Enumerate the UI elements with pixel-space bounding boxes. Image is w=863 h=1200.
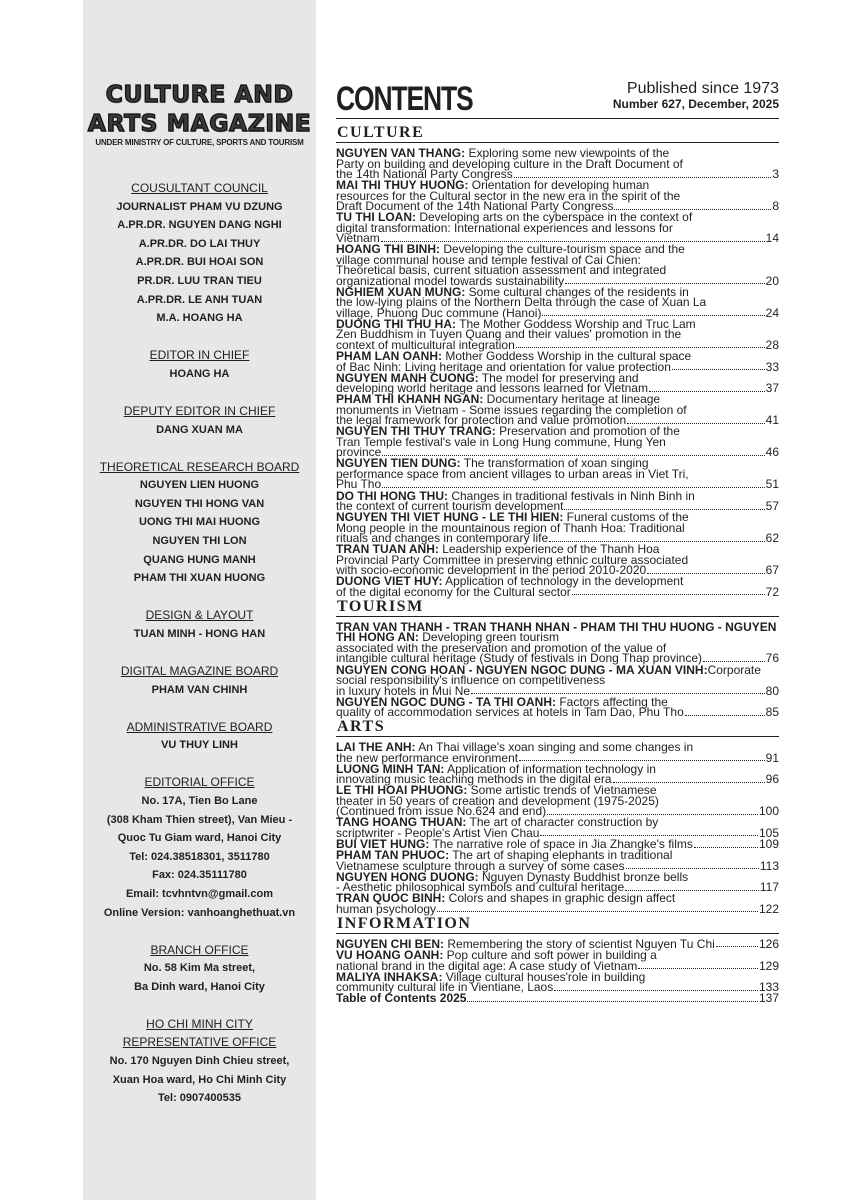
masthead-line: PHAM THI XUAN HUONG xyxy=(133,572,266,585)
toc-entry-text xyxy=(336,426,779,447)
masthead-group xyxy=(83,606,316,643)
dot-leader xyxy=(685,715,765,716)
toc-entry xyxy=(336,619,779,666)
toc-entry-title-line: intangible cultural heritage (Study of festivals in Dong Thap province) xyxy=(336,651,702,666)
masthead-line: A.PR.DR. BUI HOAI SON xyxy=(135,256,264,269)
toc-entry xyxy=(336,148,779,180)
toc-entry-text xyxy=(336,316,779,342)
toc-entry-author: TRAN TUAN ANH: xyxy=(336,542,439,557)
toc-entry-title-text: Some artistic trends of Vietnamese xyxy=(467,783,657,798)
toc-entry-title-text: Colors and shapes in graphic design affect xyxy=(445,891,676,906)
toc-entry-text xyxy=(336,244,779,276)
toc-entry-title-text: Pop culture and soft power in building a xyxy=(443,948,657,963)
dot-leader xyxy=(437,911,758,912)
toc-entry-title-text: Remembering the story of scientist Nguyen Tu Chi xyxy=(444,936,715,951)
toc-entry-title-text: The art of shaping elephants in traditional xyxy=(449,848,673,863)
toc-entry-title-text: Party on building and developing culture in the Draft Document of xyxy=(336,156,683,171)
masthead-group-title: EDITORIAL OFFICE xyxy=(144,775,255,790)
toc-entry-text xyxy=(336,394,779,415)
toc-entry xyxy=(336,969,779,995)
toc-entry-title-text: Preservation and promotion of the xyxy=(495,424,680,439)
toc-entry xyxy=(336,544,779,576)
toc-entry-text xyxy=(336,544,779,565)
toc-entry-last-line xyxy=(336,584,779,599)
toc-entry-author: MALIYA INHAKSA: xyxy=(336,969,443,984)
toc-entry-title-line: the new performance environment xyxy=(336,750,519,765)
toc-entry-page: 100 xyxy=(758,804,779,819)
toc-entry-title-text: Corporate social responsibility's influence on competitiveness xyxy=(336,662,761,687)
masthead-line: Tel: 024.38518301, 3511780 xyxy=(129,850,270,863)
toc-entry-page: 122 xyxy=(758,901,779,916)
toc-entry-title-line: scriptwriter - People's Artist Vien Chau xyxy=(336,825,540,840)
toc-entry-page: 109 xyxy=(758,837,779,852)
toc-entry-title-text: The transformation of xoan singing xyxy=(460,456,649,471)
masthead-line: Tel: 0907400535 xyxy=(158,1092,241,1105)
toc-entry-title-text: Orientation for developing human xyxy=(468,178,650,193)
toc-entry-title-line: national brand in the digital age: A case study of Vietnam xyxy=(336,958,638,973)
section-heading: ARTS xyxy=(336,718,779,737)
toc-entry-title-line: Phu Tho xyxy=(336,477,382,492)
toc-entry-title-line: innovating music teaching methods in the digital era xyxy=(336,772,612,787)
masthead-line: No. 17A, Tien Bo Lane xyxy=(141,794,258,807)
toc-entry-author: NGUYEN THI VIET HUNG - LE THI HIEN: xyxy=(336,510,564,525)
toc-entry-title-line: human psychology xyxy=(336,901,437,916)
toc-entry-author: DUONG THI THU HA: xyxy=(336,316,456,331)
toc-entry-author: TANG HOANG THUAN: xyxy=(336,815,467,830)
toc-entry-title-text: associated with the preservation and promotion of the value of xyxy=(336,640,667,655)
masthead-group xyxy=(83,402,316,439)
toc-entry-author: LUONG MINH TAN: xyxy=(336,761,445,776)
toc-entry-page: 137 xyxy=(758,991,779,1006)
toc-entry-author: BUI VIET HUNG: xyxy=(336,837,430,852)
toc-entry-page: 33 xyxy=(765,359,779,374)
toc-entry xyxy=(336,662,779,698)
toc-entry-page: 51 xyxy=(765,477,779,492)
header-rule xyxy=(336,118,779,119)
toc-entry-title-text: Changes in traditional festivals in Ninh Binh in xyxy=(448,488,695,503)
masthead-group-title: COUSULTANT COUNCIL xyxy=(131,181,268,195)
masthead-line: VU THUY LINH xyxy=(161,739,238,752)
toc-entry-author: DO THI HONG THU: xyxy=(336,488,448,503)
toc-entry-title-text: The Mother Goddess Worship and Truc Lam xyxy=(456,316,696,331)
section-heading: INFORMATION xyxy=(336,915,779,934)
masthead-line: PHAM VAN CHINH xyxy=(151,683,248,696)
toc-entry-author: NGUYEN CHI BEN: xyxy=(336,936,445,951)
toc-entry-title-line: Vietnamese sculpture through a survey of some cases xyxy=(336,858,625,873)
toc-entry-title-line: organizational model towards sustainability xyxy=(336,273,565,288)
toc-entry-text xyxy=(336,458,779,479)
toc-entry-text xyxy=(336,662,779,687)
masthead-group xyxy=(83,941,316,997)
masthead-group xyxy=(83,458,316,588)
toc-entry-title-text: Nguyen Dynasty Buddhist bronze bells xyxy=(478,869,689,884)
toc-entry-title-text: Some cultural changes of the residents in xyxy=(465,284,689,299)
toc-entry-title-text: digital transformation: International experiences and lessons for xyxy=(336,220,673,235)
toc-entry-last-line xyxy=(336,993,779,1004)
toc-entry-title-text: Mother Goddess Worship in the cultural space xyxy=(442,349,692,364)
toc-entry-title-text: the low-lying plains of the Northern Delta through the case of Xuan La xyxy=(336,295,707,310)
masthead-group xyxy=(83,773,316,922)
masthead-group-title: DEPUTY EDITOR IN CHIEF xyxy=(123,403,276,418)
toc-entry-page: 76 xyxy=(765,651,779,666)
masthead-line: HOANG HA xyxy=(169,367,230,380)
dot-leader xyxy=(672,369,765,370)
toc-entry-page: 126 xyxy=(758,936,779,951)
toc-entry-title-text: village communal house and temple festival of Cai Chien: xyxy=(336,252,641,267)
toc-entry-title-text: Exploring some new viewpoints of the xyxy=(465,146,670,160)
toc-entry-page: 91 xyxy=(765,750,779,765)
masthead-group xyxy=(83,346,316,383)
masthead-line: Xuan Hoa ward, Ho Chi Minh City xyxy=(112,1073,287,1086)
toc-section xyxy=(336,124,779,597)
toc-entry-author: PHAM LAN OANH: xyxy=(336,349,442,364)
toc-entry xyxy=(336,694,779,720)
toc-entry-author: LAI THE ANH: xyxy=(336,740,416,755)
toc-entry-author: LE THI HOAI PHUONG: xyxy=(336,783,468,798)
toc-entry-title-line: rituals and changes in contemporary life xyxy=(336,531,549,546)
toc-entry xyxy=(336,426,779,458)
toc-entry-title-text: Funeral customs of the xyxy=(563,510,689,525)
masthead-group-title: DIGITAL MAGAZINE BOARD xyxy=(120,663,279,678)
dot-leader xyxy=(554,990,758,991)
toc-entry-page: 113 xyxy=(759,858,779,873)
toc-entry-title-line: - Aesthetic philosophical symbols and cultural heritage xyxy=(336,880,625,895)
toc-entry-author: NGUYEN NGOC DUNG - TA THI OANH: xyxy=(336,694,556,709)
masthead-line: Email: tcvhntvn@gmail.com xyxy=(125,887,274,900)
toc-entry-page: 117 xyxy=(759,880,779,895)
toc-entry xyxy=(336,488,779,514)
toc-entry-title-line: the legal framework for protection and value promotion xyxy=(336,413,627,428)
masthead-line: Fax: 024.35111780 xyxy=(152,869,247,882)
masthead-line: A.PR.DR. DO LAI THUY xyxy=(138,237,261,250)
toc-entry xyxy=(336,817,779,838)
toc-entry-title-text: Developing green tourism xyxy=(418,630,559,645)
masthead-line: UONG THI MAI HUONG xyxy=(139,516,260,529)
toc-entry-author: NGUYEN HONG DUONG: xyxy=(336,869,479,884)
toc-entry-page: 20 xyxy=(765,273,779,288)
toc-entry-title-line: Vietnam xyxy=(336,231,380,246)
toc-entry-author: NGUYEN CONG HOAN - NGUYEN NGOC DUNG - MA XUAN VINH: xyxy=(336,662,708,677)
toc-entry-title-text: performance space from ancient villages to urban areas in Viet Tri, xyxy=(336,466,689,481)
masthead-group-title: ADMINISTRATIVE BOARD xyxy=(126,719,273,734)
dot-leader xyxy=(694,847,758,848)
toc-entry-title-line: of the digital economy for the Cultural sector xyxy=(336,584,571,599)
toc-section xyxy=(336,598,779,718)
masthead-line: Ba Dinh ward, Hanoi City xyxy=(134,980,265,993)
toc-entry xyxy=(336,316,779,352)
toc-entry-title-text: The art of character construction by xyxy=(466,815,659,830)
toc-entry-title-text: Documentary heritage at lineage xyxy=(483,392,661,407)
toc-entry-title-text: theater in 50 years of creation and development (1975-2025) xyxy=(336,793,659,808)
toc-entry-text xyxy=(336,212,779,233)
toc-entry xyxy=(336,761,779,787)
toc-entry xyxy=(336,742,779,763)
toc-entry-title-line: Draft Document of the 14th National Party Congress xyxy=(336,199,614,214)
dot-leader xyxy=(716,946,758,947)
masthead-group xyxy=(83,1033,316,1107)
toc-entry-author: TRAN VAN THANH - TRAN THANH NHAN - PHAM THI THU HUONG - NGUYEN THI HONG AN: xyxy=(336,619,777,645)
toc-entry-title-line: in luxury hotels in Mui Ne xyxy=(336,683,471,698)
toc-entry-title-line: with socio-economic development in the period 2010-2020 xyxy=(336,563,647,578)
masthead-line: Online Version: vanhoanghethuat.vn xyxy=(103,906,296,919)
toc-entry-title-line: (Continued from issue No.624 and end) xyxy=(336,804,547,819)
masthead-group xyxy=(83,718,316,755)
toc-entry-page: 72 xyxy=(765,584,779,599)
toc-entry-author: NGHIEM XUAN MUNG: xyxy=(336,284,466,299)
masthead-line: JOURNALIST PHAM VU DZUNG xyxy=(116,200,283,213)
toc-entry-title-line: province xyxy=(336,445,382,460)
toc-entry-page: 105 xyxy=(758,825,779,840)
toc-entry xyxy=(336,244,779,286)
toc-entry xyxy=(336,370,779,396)
toc-entry-author: TU THI LOAN: xyxy=(336,210,416,225)
toc-entry-title-text: Zen Buddhism in Tuyen Quang and their values' promotion in the xyxy=(336,327,682,342)
toc-entry-page: 133 xyxy=(758,980,779,995)
toc-entry-author: MAI THI THUY HUONG: xyxy=(336,178,469,193)
toc-entry xyxy=(336,180,779,212)
toc-entry-title-line: of Bac Ninh: Living heritage and orientation for value protection xyxy=(336,359,671,374)
toc-entry-title-text: Table of Contents 2025 xyxy=(336,991,467,1006)
dot-leader xyxy=(467,1001,757,1002)
dot-leader xyxy=(649,391,765,392)
toc-entry-title-text: The model for preserving and xyxy=(478,370,639,385)
toc-entry-author: PHAM THI KHANH NGAN: xyxy=(336,392,484,407)
masthead-line: No. 170 Nguyen Dinh Chieu street, xyxy=(109,1055,290,1068)
toc-entry-author: NGUYEN THI THUY TRANG: xyxy=(336,424,496,439)
toc-entry-last-line xyxy=(336,901,779,916)
toc-entry-text xyxy=(336,180,779,201)
toc-entry xyxy=(336,512,779,544)
toc-entry-text xyxy=(336,148,779,169)
masthead-line: (308 Kham Thien street), Van Mieu - xyxy=(106,813,293,826)
section-heading: TOURISM xyxy=(336,598,779,617)
masthead-group-title: THEORETICAL RESEARCH BOARD xyxy=(99,459,300,474)
toc-entry-page: 80 xyxy=(765,683,779,698)
table-of-contents xyxy=(336,124,779,1004)
toc-entry-page: 41 xyxy=(765,413,779,428)
masthead-line: Quoc Tu Giam ward, Hanoi City xyxy=(117,832,282,845)
masthead-group-title: EDITOR IN CHIEF xyxy=(149,348,250,363)
toc-entry-page: 85 xyxy=(765,705,779,720)
masthead-line: PR.DR. LUU TRAN TIEU xyxy=(137,274,262,287)
toc-entry-title-line: community cultural life in Vientiane, Laos xyxy=(336,980,554,995)
toc-entry-title-text: Village cultural houses'role in building xyxy=(442,969,646,984)
masthead-group-title: REPRESENTATIVE OFFICE xyxy=(122,1035,277,1050)
toc-entry-text xyxy=(336,619,779,655)
toc-entry xyxy=(336,351,779,372)
toc-entry xyxy=(336,850,779,871)
masthead-line: NGUYEN THI LON xyxy=(152,535,247,547)
toc-entry-title-text: Theoretical basis, current situation assessment and integrated xyxy=(336,263,667,278)
toc-entry xyxy=(336,893,779,914)
toc-entry-text xyxy=(336,512,779,533)
toc-entry-title-text: Factors affecting the xyxy=(556,694,668,709)
toc-entry-title-line: the 14th National Party Congress xyxy=(336,167,513,181)
toc-entry-title-text: Tran Temple festival's vale in Long Hung commune, Hung Yen xyxy=(336,434,666,449)
toc-entry-page: 62 xyxy=(765,531,779,546)
masthead-group-title: HO CHI MINH CITY xyxy=(146,1016,253,1031)
toc-entry-title-text: The narrative role of space in Jia Zhangke's films xyxy=(429,837,693,852)
toc-entry-page: 46 xyxy=(765,445,779,460)
toc-entry-page: 37 xyxy=(765,381,779,396)
toc-entry-title-line: the context of current tourism development xyxy=(336,499,564,514)
toc-entry-title-line: developing world heritage and lessons learned for Vietnam xyxy=(336,381,648,396)
toc-entry-title-line: village, Phuong Duc commune (Hanoi) xyxy=(336,305,542,320)
toc-entry-title-text: Developing the culture-tourism space and the xyxy=(440,242,685,257)
toc-entry-page: 24 xyxy=(765,305,779,320)
toc-section xyxy=(336,915,779,1004)
toc-entry-text xyxy=(336,785,779,806)
toc-entry-title-text: An Thai village's xoan singing and some changes in xyxy=(415,740,694,755)
masthead-group-title: DESIGN & LAYOUT xyxy=(145,608,254,623)
issue-number: Number 627, December, 2025 xyxy=(612,97,779,111)
dot-leader xyxy=(638,968,758,969)
published-since: Published since 1973 xyxy=(626,80,779,97)
toc-entry xyxy=(336,212,779,244)
toc-entry-title-line: context of multicultural integration xyxy=(336,337,515,352)
toc-entry-author: PHAM TAN PHUOC: xyxy=(336,848,450,863)
toc-entry xyxy=(336,993,779,1004)
toc-entry xyxy=(336,785,779,817)
magazine-title-line2: ARTS MAGAZINE xyxy=(87,109,312,137)
toc-entry-page: 3 xyxy=(772,167,779,181)
toc-entry-title-text: monuments in Vietnam - Some issues regarding the completion of xyxy=(336,402,687,417)
toc-entry xyxy=(336,950,779,971)
toc-entry-author: NGUYEN TIEN DUNG: xyxy=(336,456,461,471)
toc-entry-author: TRAN QUOC BINH: xyxy=(336,891,446,906)
masthead-group-title: BRANCH OFFICE xyxy=(150,942,249,957)
toc-entry-author: HOANG THI BINH: xyxy=(336,242,440,257)
toc-entry-title-text: Leadership experience of the Thanh Hoa xyxy=(438,542,660,557)
toc-entry xyxy=(336,458,779,490)
toc-entry-page: 14 xyxy=(765,231,779,246)
masthead-list xyxy=(83,179,316,1126)
masthead-line: TUAN MINH - HONG HAN xyxy=(133,627,266,640)
toc-entry xyxy=(336,394,779,426)
toc-entry xyxy=(336,284,779,320)
toc-entry-page: 57 xyxy=(765,499,779,514)
toc-entry-author: NGUYEN VAN THANG: xyxy=(336,146,466,160)
masthead-line: No. 58 Kim Ma street, xyxy=(143,962,256,975)
masthead-sidebar xyxy=(83,0,316,1200)
dot-leader xyxy=(572,594,765,595)
toc-entry-title-line xyxy=(336,993,466,1004)
toc-entry-author: DUONG VIET HUY: xyxy=(336,574,443,589)
toc-entry-title-text: resources for the Cultural sector in the new era in the spirit of the xyxy=(336,188,681,203)
toc-entry-page: 8 xyxy=(772,199,779,214)
toc-entry-page: 96 xyxy=(765,772,779,787)
toc-entry-page: 67 xyxy=(765,563,779,578)
toc-entry-title-text: Provincial Party Committee in preserving ethnic culture associated xyxy=(336,552,689,567)
toc-entry-text xyxy=(336,284,779,310)
toc-entry-author: VU HOANG OANH: xyxy=(336,948,444,963)
toc-section xyxy=(336,718,779,914)
toc-entry-page: 28 xyxy=(765,337,779,352)
toc-entry-title-line: quality of accommodation services at hotels in Tam Dao, Phu Tho xyxy=(336,705,684,720)
toc-entry-author: NGUYEN MANH CUONG: xyxy=(336,370,479,385)
toc-entry-page: 129 xyxy=(758,958,779,973)
masthead-group xyxy=(83,662,316,699)
toc-entry-title-text: Application of technology in the development xyxy=(442,574,684,589)
toc-entry xyxy=(336,869,779,895)
toc-entry xyxy=(336,576,779,597)
toc-entry-last-line xyxy=(336,707,779,718)
masthead-line: QUANG HUNG MANH xyxy=(143,553,256,566)
magazine-title-line1: CULTURE AND xyxy=(105,80,294,108)
toc-entry-title-text: Mong people in the mountainous region of Thanh Hoa: Traditional xyxy=(336,520,685,535)
masthead-group xyxy=(83,1015,316,1034)
masthead-line: NGUYEN THI HONG VAN xyxy=(134,497,265,510)
masthead-line: M.A. HOANG HA xyxy=(156,312,243,325)
magazine-subtitle: UNDER MINISTRY OF CULTURE, SPORTS AND TOURISM xyxy=(95,138,304,147)
masthead-line: DANG XUAN MA xyxy=(156,423,243,436)
masthead-line: A.PR.DR. LE ANH TUAN xyxy=(136,293,263,306)
contents-title: CONTENTS xyxy=(336,80,473,118)
masthead-group xyxy=(83,179,316,328)
masthead-line: A.PR.DR. NGUYEN DANG NGHI xyxy=(117,219,282,232)
section-heading: CULTURE xyxy=(336,124,779,143)
toc-entry-title-text: Developing arts on the cyberspace in the context of xyxy=(416,210,693,225)
masthead-line: NGUYEN LIEN HUONG xyxy=(139,479,260,492)
toc-entry-title-text: Application of information technology in xyxy=(444,761,656,776)
